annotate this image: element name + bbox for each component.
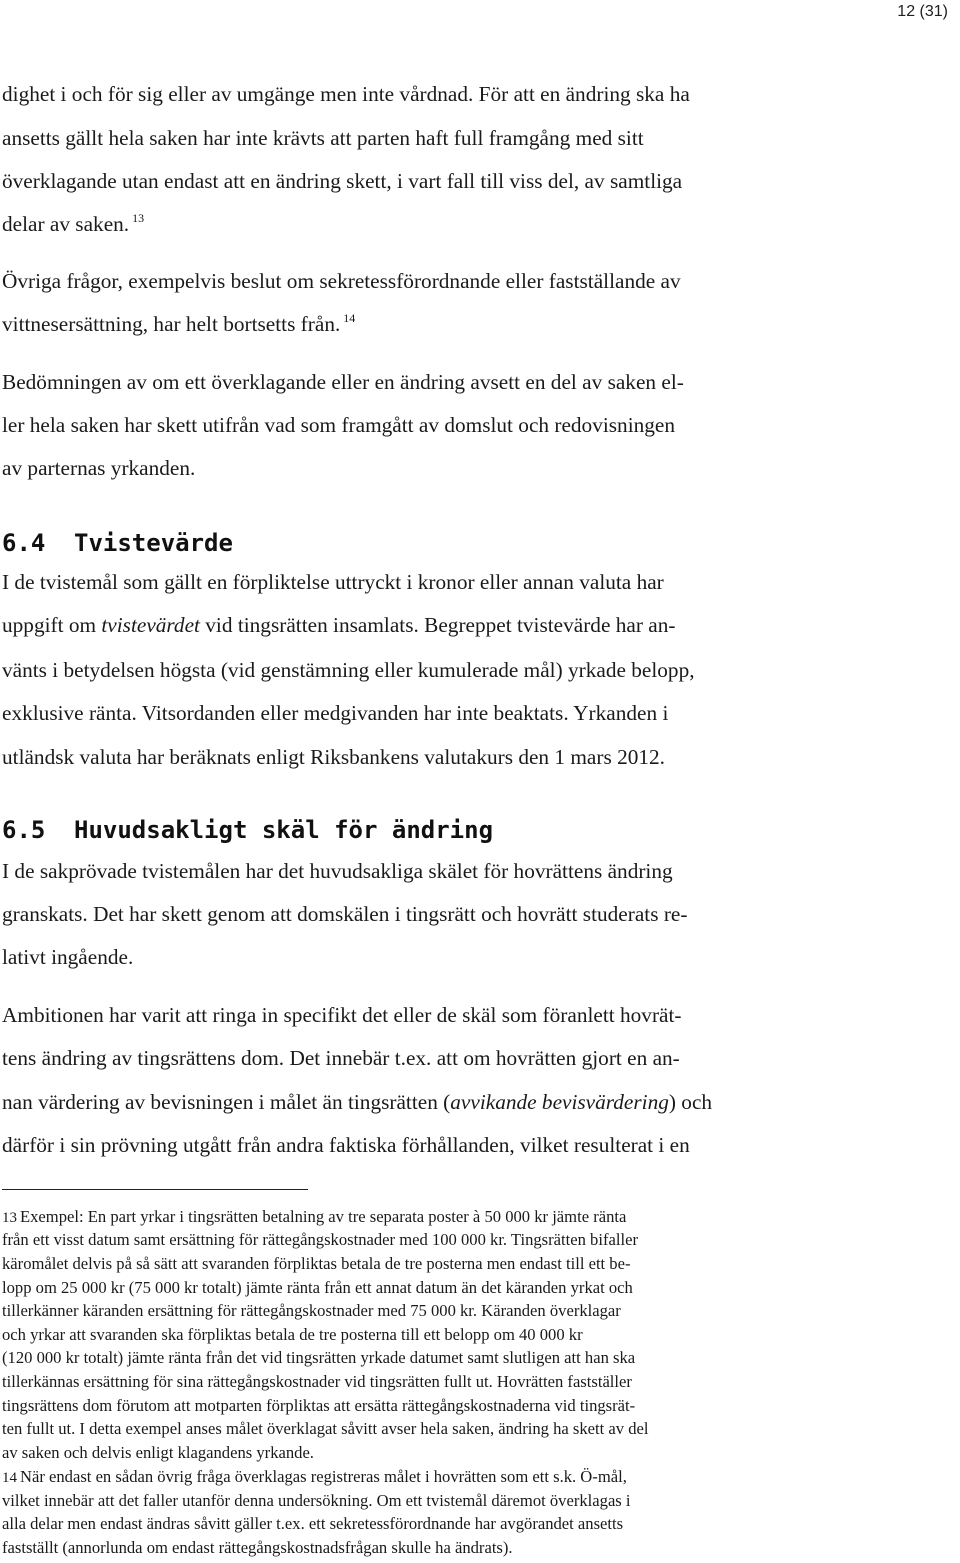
section-heading: [2, 528, 233, 558]
footnote-13: [2, 1205, 626, 1231]
footnote-line: käromålet delvis på så sätt att svaranden förpliktas betala de tre posterna men endast till ett be-: [2, 1254, 631, 1273]
text-line: dighet i och för sig eller av umgänge men inte vårdnad. För att en ändring ska ha: [2, 82, 690, 106]
footnote-line: av saken och delvis enligt klagandens yrkande.: [2, 1443, 314, 1462]
text-line: överklagande utan endast att en ändring skett, i vart fall till viss del, av samtliga: [2, 169, 683, 193]
text-run: När endast en sådan övrig fråga överklagas registreras målet i hovrätten som ett s.k. Ö-mål,: [20, 1467, 627, 1486]
text-line: [2, 610, 675, 640]
text-line: [2, 1087, 712, 1117]
text-line: I de tvistemål som gällt en förpliktelse uttryckt i kronor eller annan valuta har: [2, 570, 664, 594]
emphasis-term: avvikande bevisvärdering: [450, 1090, 669, 1114]
text-line: [2, 309, 355, 339]
text-line: ler hela saken har skett utifrån vad som framgått av domslut och redovisningen: [2, 413, 676, 437]
footnote-mark: 14: [2, 1470, 17, 1486]
text-line: exklusive ränta. Vitsordanden eller medgivanden har inte beaktats. Yrkanden i: [2, 701, 669, 725]
section-number: 6.5: [2, 816, 46, 844]
text-line: [2, 209, 144, 239]
text-line: vänts i betydelsen högsta (vid genstämning eller kumulerade mål) yrkade belopp,: [2, 658, 695, 682]
text-run: Exempel: En part yrkar i tingsrätten betalning av tre separata poster à 50 000 kr jämte ränta: [20, 1207, 627, 1226]
footnote-line: alla delar men endast ändras såvitt gäller t.ex. ett sekretessförordnande har avgörandet ansetts: [2, 1514, 624, 1533]
footnote-line: tillerkännas ersättning för sina rättegångskostnader vid tingsrätten fullt ut. Hovrätten fastställer: [2, 1372, 632, 1391]
footnote-mark: 13: [2, 1210, 17, 1226]
text-line: lativt ingående.: [2, 945, 134, 969]
footnote-line: tingsrättens dom förutom att motparten förpliktas att ersätta rättegångskostnaderna vid tingsrät-: [2, 1396, 636, 1415]
text-run: ) och: [668, 1090, 713, 1114]
text-run: nan värdering av bevisningen i målet än tingsrätten (: [2, 1090, 451, 1114]
footnote-line: och yrkar att svaranden ska förpliktas betala de tre posterna till ett belopp om 40 000 kr: [2, 1325, 583, 1344]
text-run: vittnesersättning, har helt bortsetts från.: [2, 312, 341, 336]
text-line: ansetts gällt hela saken har inte krävts att parten haft full framgång med sitt: [2, 126, 644, 150]
text-run: vid tingsrätten insamlats. Begreppet tvistevärde har an-: [199, 613, 676, 637]
text-line: I de sakprövade tvistemålen har det huvudsakliga skälet för hovrättens ändring: [2, 859, 673, 883]
footnote-line: lopp om 25 000 kr (75 000 kr totalt) jämte ränta från ett annat datum än det käranden yrkat och: [2, 1278, 633, 1297]
text-run: uppgift om: [2, 613, 102, 637]
footnote-line: fastställt (annorlunda om endast rättegångskostnadsfrågan skulle ha ändrats).: [2, 1538, 513, 1557]
footnote-line: ten fullt ut. I detta exempel anses målet överklagat såvitt avser hela saken, ändring ha skett av del: [2, 1419, 649, 1438]
footnote-line: från ett visst datum samt ersättning för rättegångskostnader med 100 000 kr. Tingsrätten bifaller: [2, 1230, 638, 1249]
footnote-ref-13: 13: [132, 211, 145, 225]
footnote-ref-14: 14: [343, 311, 356, 325]
text-line: därför i sin prövning utgått från andra faktiska förhållanden, vilket resulterat i en: [2, 1133, 690, 1157]
footnote-separator: [2, 1189, 308, 1190]
text-line: Ambitionen har varit att ringa in specifikt det eller de skäl som föranlett hovrät-: [2, 1003, 682, 1027]
section-number: 6.4: [2, 529, 46, 557]
text-line: Bedömningen av om ett överklagande eller en ändring avsett en del av saken el-: [2, 370, 684, 394]
page-number: 12 (31): [897, 3, 948, 20]
text-run: delar av saken.: [2, 212, 130, 236]
section-title: Tvistevärde: [74, 529, 233, 557]
section-title: Huvudsakligt skäl för ändring: [74, 816, 494, 844]
emphasis-term: tvistevärdet: [101, 613, 200, 637]
text-line: Övriga frågor, exempelvis beslut om sekretessförordnande eller fastställande av: [2, 269, 681, 293]
text-line: tens ändring av tingsrättens dom. Det innebär t.ex. att om hovrätten gjort en an-: [2, 1046, 680, 1070]
footnote-line: tillerkänner käranden ersättning för rättegångskostnader med 75 000 kr. Käranden överklagar: [2, 1301, 621, 1320]
text-line: granskats. Det har skett genom att domskälen i tingsrätt och hovrätt studerats re-: [2, 902, 688, 926]
section-heading: [2, 815, 493, 845]
footnote-14: [2, 1465, 627, 1491]
footnote-line: (120 000 kr totalt) jämte ränta från det vid tingsrätten yrkade datumet samt slutligen att han ska: [2, 1348, 636, 1367]
text-line: utländsk valuta har beräknats enligt Riksbankens valutakurs den 1 mars 2012.: [2, 745, 666, 769]
text-line: av parternas yrkanden.: [2, 456, 196, 480]
footnote-line: vilket innebär att det faller utanför denna undersökning. Om ett tvistemål däremot överklagas i: [2, 1491, 631, 1510]
